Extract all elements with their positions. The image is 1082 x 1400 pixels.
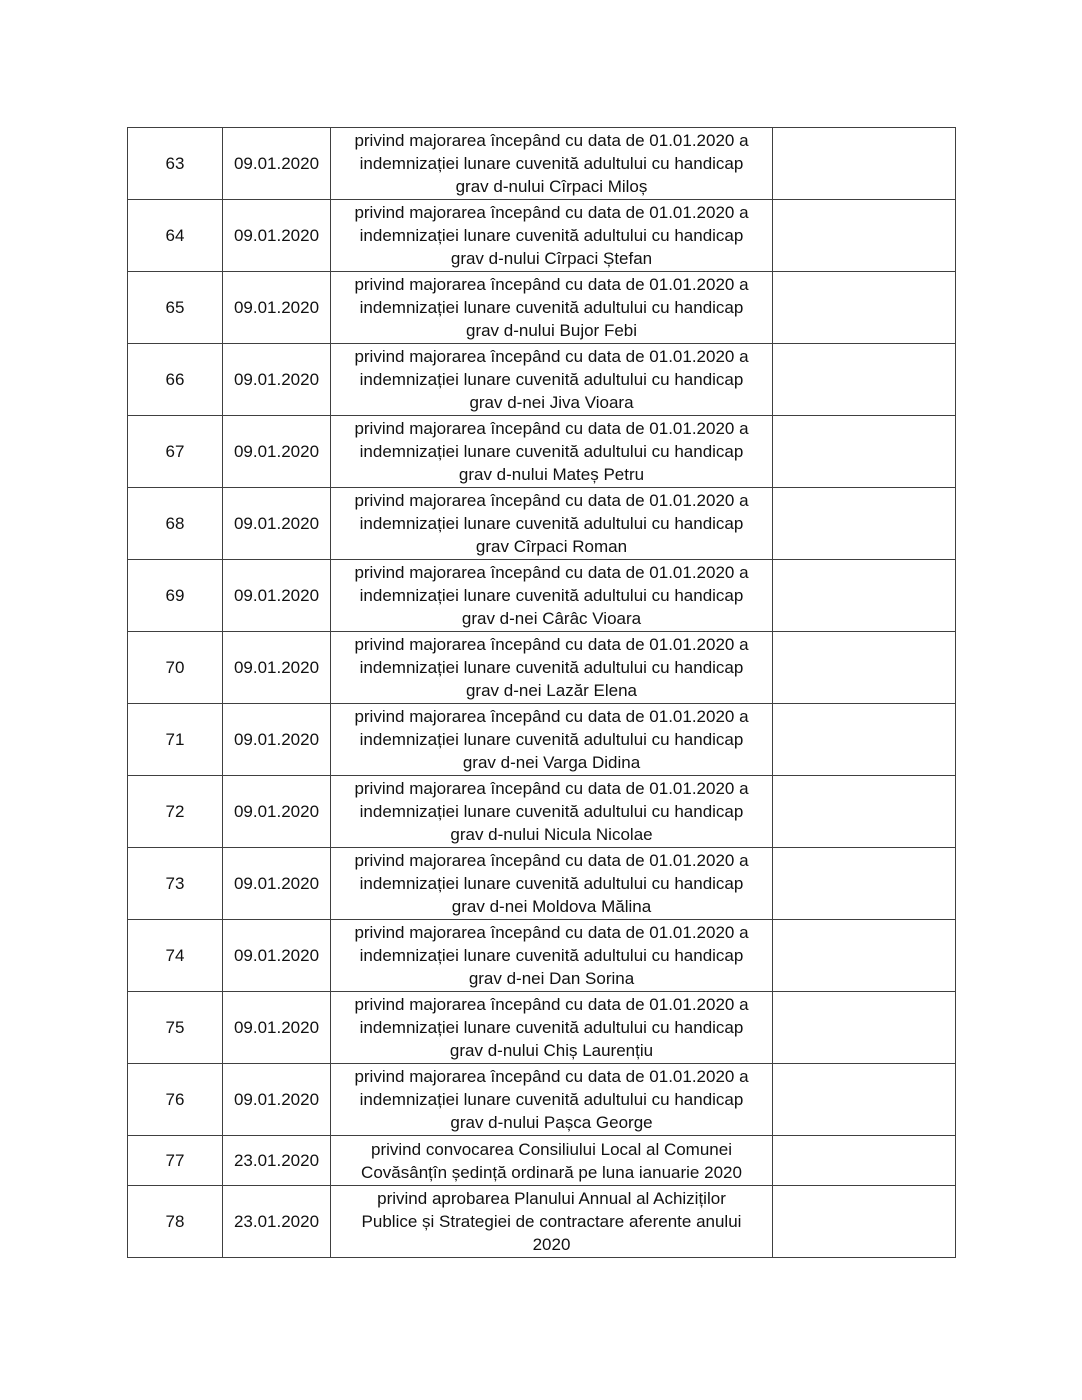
row-notes-cell xyxy=(773,416,956,488)
description-line: grav Cîrpaci Roman xyxy=(475,537,628,556)
row-description-cell xyxy=(331,776,773,848)
row-date-cell: 09.01.2020 xyxy=(223,920,331,992)
row-number-cell: 75 xyxy=(128,992,223,1064)
description-line: grav d-nului Bujor Febi xyxy=(465,321,638,340)
row-number-cell: 69 xyxy=(128,560,223,632)
description-line: indemnizației lunare cuvenită adultului cu handicap xyxy=(359,226,744,245)
row-number-cell: 72 xyxy=(128,776,223,848)
row-description-cell xyxy=(331,1064,773,1136)
row-description-cell xyxy=(331,704,773,776)
description-line: privind majorarea începând cu data de 01.01.2020 a xyxy=(354,419,749,438)
row-number-cell: 67 xyxy=(128,416,223,488)
row-notes-cell xyxy=(773,992,956,1064)
table-row xyxy=(128,128,956,200)
description-line: indemnizației lunare cuvenită adultului cu handicap xyxy=(359,370,744,389)
row-number-cell: 73 xyxy=(128,848,223,920)
table-row xyxy=(128,416,956,488)
row-date-cell: 09.01.2020 xyxy=(223,488,331,560)
row-description-cell xyxy=(331,992,773,1064)
row-notes-cell xyxy=(773,776,956,848)
table-row xyxy=(128,704,956,776)
description-line: indemnizației lunare cuvenită adultului cu handicap xyxy=(359,298,744,317)
row-number-cell: 77 xyxy=(128,1136,223,1186)
description-line: privind majorarea începând cu data de 01.01.2020 a xyxy=(354,851,749,870)
row-date-cell: 09.01.2020 xyxy=(223,848,331,920)
row-date-cell: 23.01.2020 xyxy=(223,1186,331,1258)
description-line: indemnizației lunare cuvenită adultului cu handicap xyxy=(359,586,744,605)
row-description-cell xyxy=(331,920,773,992)
row-description-cell xyxy=(331,632,773,704)
decisions-table-body xyxy=(128,128,956,1258)
row-description-cell xyxy=(331,848,773,920)
description-line: privind convocarea Consiliului Local al Comunei xyxy=(371,1139,732,1159)
description-line: privind majorarea începând cu data de 01.01.2020 a xyxy=(354,563,749,582)
table-row xyxy=(128,848,956,920)
row-number-cell: 78 xyxy=(128,1186,223,1258)
row-notes-cell xyxy=(773,704,956,776)
table-row xyxy=(128,920,956,992)
row-number-cell: 65 xyxy=(128,272,223,344)
row-description-cell xyxy=(331,1136,773,1186)
row-number-cell: 63 xyxy=(128,128,223,200)
row-number-cell: 68 xyxy=(128,488,223,560)
description-line: grav d-nei Varga Didina xyxy=(462,753,641,772)
row-description-cell xyxy=(331,200,773,272)
description-line: grav d-nei Cârâc Vioara xyxy=(461,609,642,628)
description-line: grav d-nului Nicula Nicolae xyxy=(450,825,653,844)
row-date-cell: 09.01.2020 xyxy=(223,344,331,416)
description-line: privind majorarea începând cu data de 01.01.2020 a xyxy=(354,779,749,798)
table-row xyxy=(128,1136,956,1186)
description-line: indemnizației lunare cuvenită adultului cu handicap xyxy=(359,802,744,821)
row-number-cell: 76 xyxy=(128,1064,223,1136)
row-date-cell: 09.01.2020 xyxy=(223,704,331,776)
row-notes-cell xyxy=(773,920,956,992)
row-date-cell: 09.01.2020 xyxy=(223,200,331,272)
description-line: indemnizației lunare cuvenită adultului cu handicap xyxy=(359,874,744,893)
description-line: grav d-nului Mateș Petru xyxy=(458,465,645,484)
table-row xyxy=(128,1186,956,1258)
description-line: privind majorarea începând cu data de 01.01.2020 a xyxy=(354,995,749,1014)
description-line: grav d-nei Jiva Vioara xyxy=(469,393,634,412)
description-line: privind majorarea începând cu data de 01.01.2020 a xyxy=(354,203,749,222)
row-notes-cell xyxy=(773,344,956,416)
description-line: Covăsânțîn ședință ordinară pe luna ianuarie 2020 xyxy=(361,1162,742,1182)
description-line: privind majorarea începând cu data de 01.01.2020 a xyxy=(354,491,749,510)
row-date-cell: 23.01.2020 xyxy=(223,1136,331,1186)
table-row xyxy=(128,1064,956,1136)
row-notes-cell xyxy=(773,1186,956,1258)
description-line: privind majorarea începând cu data de 01.01.2020 a xyxy=(354,131,749,150)
description-line: privind majorarea începând cu data de 01.01.2020 a xyxy=(354,635,749,654)
description-line: indemnizației lunare cuvenită adultului cu handicap xyxy=(359,442,744,461)
description-line: grav d-nei Dan Sorina xyxy=(468,969,635,988)
row-number-cell: 74 xyxy=(128,920,223,992)
description-line: indemnizației lunare cuvenită adultului cu handicap xyxy=(359,514,744,533)
row-number-cell: 64 xyxy=(128,200,223,272)
description-line: grav d-nului Cîrpaci Ștefan xyxy=(450,249,653,268)
description-line: indemnizației lunare cuvenită adultului cu handicap xyxy=(359,1018,744,1037)
row-date-cell: 09.01.2020 xyxy=(223,1064,331,1136)
description-line: grav d-nului Chiș Laurențiu xyxy=(449,1041,654,1060)
row-number-cell: 66 xyxy=(128,344,223,416)
description-line: indemnizației lunare cuvenită adultului cu handicap xyxy=(359,658,744,677)
row-notes-cell xyxy=(773,1136,956,1186)
table-row xyxy=(128,488,956,560)
table-row xyxy=(128,560,956,632)
description-line: indemnizației lunare cuvenită adultului cu handicap xyxy=(359,1090,744,1109)
description-line: privind majorarea începând cu data de 01.01.2020 a xyxy=(354,275,749,294)
row-notes-cell xyxy=(773,128,956,200)
description-line: privind majorarea începând cu data de 01.01.2020 a xyxy=(354,1067,749,1086)
row-notes-cell xyxy=(773,200,956,272)
row-number-cell: 70 xyxy=(128,632,223,704)
description-line: grav d-nului Cîrpaci Miloș xyxy=(455,177,648,196)
row-description-cell xyxy=(331,560,773,632)
row-description-cell xyxy=(331,128,773,200)
description-line: Publice și Strategiei de contractare aferente anului xyxy=(361,1212,742,1231)
description-line: indemnizației lunare cuvenită adultului cu handicap xyxy=(359,154,744,173)
row-notes-cell xyxy=(773,560,956,632)
description-line: indemnizației lunare cuvenită adultului cu handicap xyxy=(359,730,744,749)
description-line: grav d-nului Pașca George xyxy=(450,1113,653,1132)
row-date-cell: 09.01.2020 xyxy=(223,992,331,1064)
row-date-cell: 09.01.2020 xyxy=(223,128,331,200)
table-row xyxy=(128,632,956,704)
row-notes-cell xyxy=(773,632,956,704)
row-description-cell xyxy=(331,272,773,344)
row-date-cell: 09.01.2020 xyxy=(223,776,331,848)
description-line: privind majorarea începând cu data de 01.01.2020 a xyxy=(354,707,749,726)
row-notes-cell xyxy=(773,1064,956,1136)
description-line: 2020 xyxy=(532,1235,571,1254)
table-row xyxy=(128,992,956,1064)
row-notes-cell xyxy=(773,848,956,920)
row-description-cell xyxy=(331,344,773,416)
table-row xyxy=(128,200,956,272)
row-description-cell xyxy=(331,416,773,488)
table-row xyxy=(128,272,956,344)
row-description-cell xyxy=(331,1186,773,1258)
row-date-cell: 09.01.2020 xyxy=(223,632,331,704)
description-line: grav d-nei Moldova Mălina xyxy=(451,897,652,916)
row-description-cell xyxy=(331,488,773,560)
document-page xyxy=(127,127,956,1258)
row-date-cell: 09.01.2020 xyxy=(223,272,331,344)
row-date-cell: 09.01.2020 xyxy=(223,560,331,632)
description-line: privind majorarea începând cu data de 01.01.2020 a xyxy=(354,347,749,366)
decisions-table xyxy=(127,127,956,1258)
description-line: grav d-nei Lazăr Elena xyxy=(465,681,638,700)
row-notes-cell xyxy=(773,488,956,560)
description-line: privind majorarea începând cu data de 01.01.2020 a xyxy=(354,923,749,942)
row-number-cell: 71 xyxy=(128,704,223,776)
description-line: indemnizației lunare cuvenită adultului cu handicap xyxy=(359,946,744,965)
row-notes-cell xyxy=(773,272,956,344)
table-row xyxy=(128,344,956,416)
row-date-cell: 09.01.2020 xyxy=(223,416,331,488)
description-line: privind aprobarea Planului Annual al Achiziților xyxy=(377,1189,726,1208)
table-row xyxy=(128,776,956,848)
